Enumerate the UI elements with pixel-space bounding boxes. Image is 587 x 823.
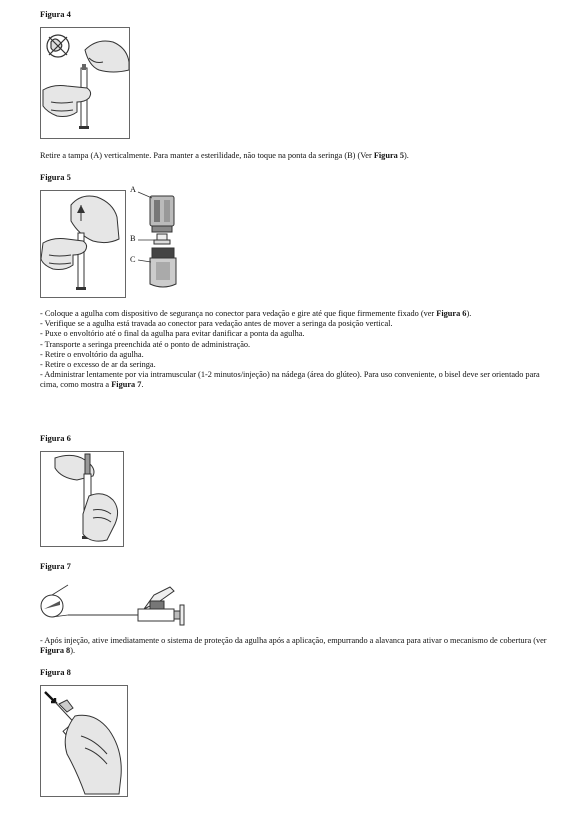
- list-item: - Administrar lentamente por via intramuscular (1-2 minutos/injeção) na nádega (área do glúteo). Para uso conveniente, o bisel deve ser orientado para cima, como mostra a Figura 7.: [40, 370, 540, 390]
- label-c: C: [130, 255, 136, 264]
- figure-4-caption: Retire a tampa (A) verticalmente. Para manter a esterilidade, não toque na ponta da seringa (B) (Ver Figura 5).: [40, 151, 409, 160]
- list-item: - Transporte a seringa preenchida até o ponto de administração.: [40, 339, 251, 349]
- figure-5-illustration: [40, 190, 126, 298]
- figure-6-title: Figura 6: [40, 433, 71, 443]
- figure-6-illustration: [40, 451, 124, 547]
- figure-7-caption: - Após injeção, ative imediatamente o sistema de proteção da agulha após a aplicação, empurrando a alavanca para ativar o mecanismo de cobertura (ver Figura 8).: [40, 636, 547, 656]
- cap-parts-diagram: [130, 182, 190, 298]
- figure-5-title: Figura 5: [40, 172, 71, 182]
- figure-7-title: Figura 7: [40, 561, 71, 571]
- figure-8-illustration: [40, 685, 128, 797]
- label-b: B: [130, 234, 136, 243]
- instruction-list: [40, 309, 552, 391]
- list-item: - Retire o envoltório da agulha.: [40, 349, 144, 359]
- figure-4-illustration: [40, 27, 130, 139]
- arrow-icon: [45, 692, 55, 702]
- list-item: - Retire o excesso de ar da seringa.: [40, 360, 156, 370]
- list-item: - Coloque a agulha com dispositivo de segurança no conector para vedação e gire até que fique firmemente fixado (ver Figura 6).: [40, 309, 472, 318]
- list-item: - Verifique se a agulha está travada ao conector para vedação antes de mover a seringa da posição vertical.: [40, 319, 393, 329]
- figure-4-title: Figura 4: [40, 9, 71, 19]
- figure-7-illustration: [38, 575, 188, 629]
- figure-8-title: Figura 8: [40, 667, 71, 677]
- list-item: - Puxe o envoltório até o final da agulha para evitar danificar a ponta da agulha.: [40, 329, 305, 339]
- no-touch-icon: [47, 35, 69, 57]
- label-a: A: [130, 185, 136, 194]
